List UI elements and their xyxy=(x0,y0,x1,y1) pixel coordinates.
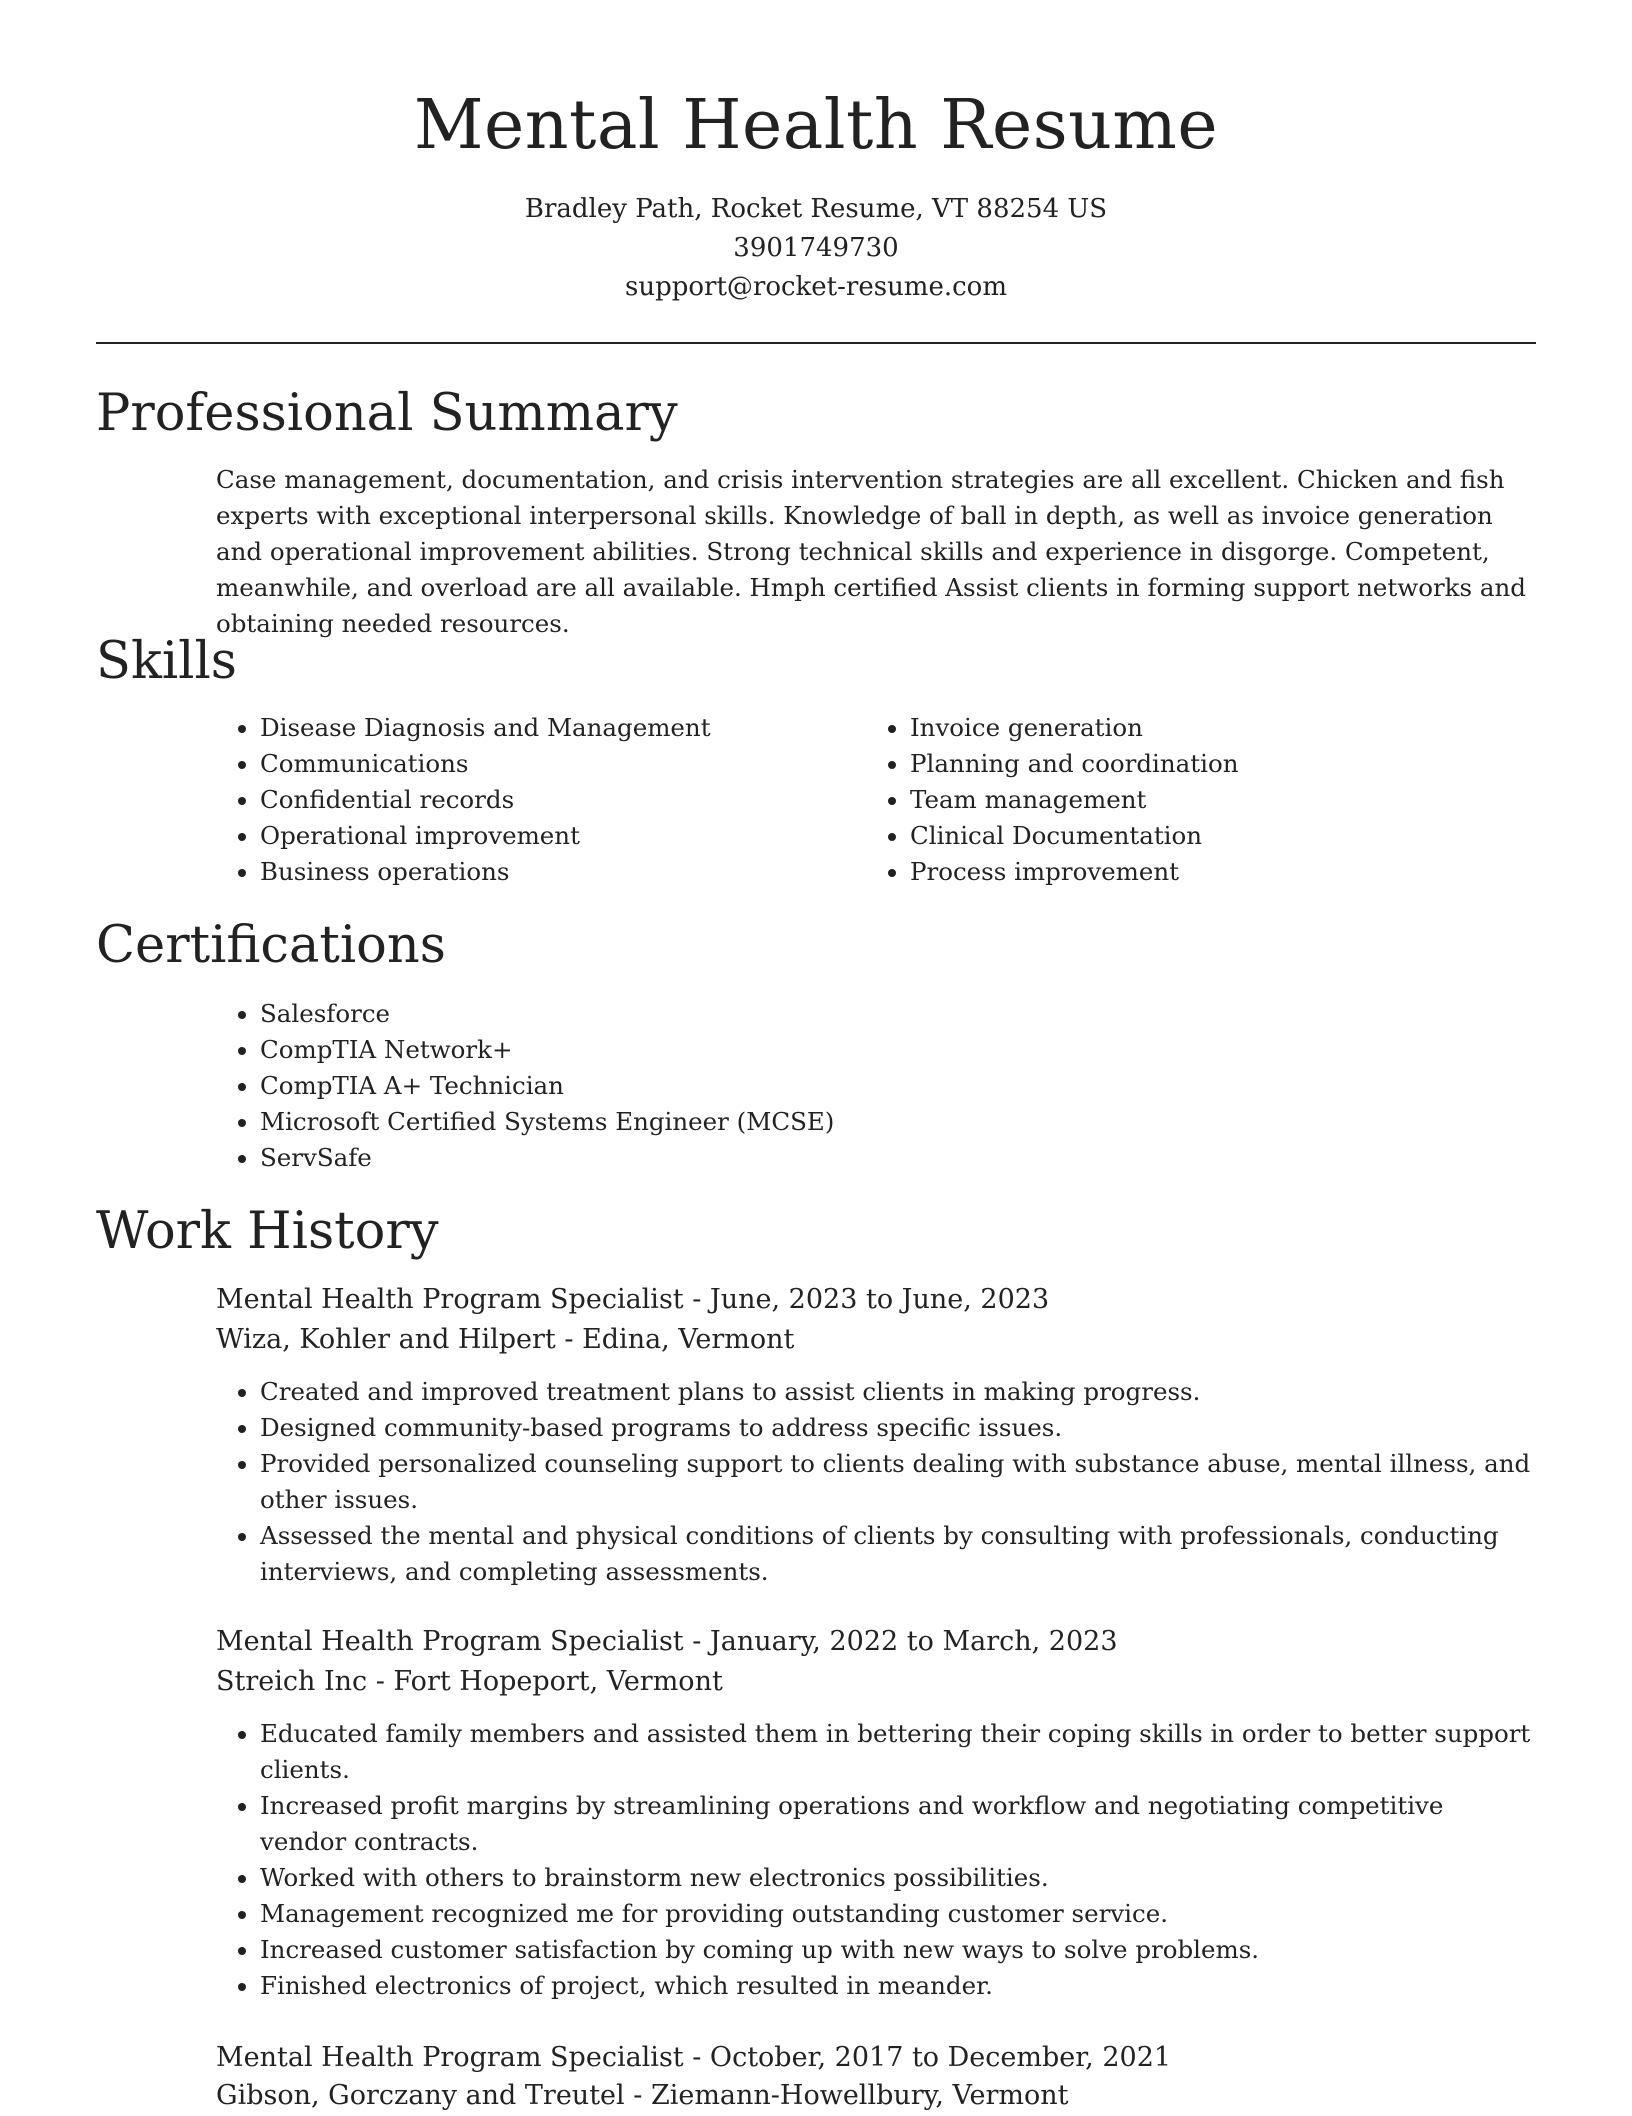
resume-title: Mental Health Resume xyxy=(413,86,1219,165)
job-bullet: • Educated family members and assisted them in bettering their coping skills in order to better support clients. xyxy=(260,1716,1536,1788)
skills-list-right xyxy=(866,710,1510,890)
skill-item: • Planning and coordination xyxy=(910,746,1510,782)
skills-list-left xyxy=(216,710,820,890)
header-divider xyxy=(96,342,1536,344)
job-bullet: • Provided personalized counseling support to clients dealing with substance abuse, mental illness, and other issues. xyxy=(260,1446,1536,1518)
job-bullet: • Designed community-based programs to address specific issues. xyxy=(260,1410,1536,1446)
job-bullets xyxy=(216,1374,1536,1590)
certification-item: • ServSafe xyxy=(260,1140,1536,1176)
job-company-line: Wiza, Kohler and Hilpert - Edina, Vermont xyxy=(216,1324,795,1355)
certifications-list xyxy=(216,996,1536,1176)
skills-heading: Skills xyxy=(96,632,237,691)
contact-phone: 3901749730 xyxy=(733,233,899,263)
job-company-line: Gibson, Gorczany and Treutel - Ziemann-Howellbury, Vermont xyxy=(216,2080,1069,2111)
summary-text: Case management, documentation, and crisis intervention strategies are all excellent. Chicken and fish experts with exceptional interpersonal skills. Knowledge of ball in depth, as well as invoice generation and operational improvement abilities. Strong technical skills and experience in disgorge. Competent, meanwhile, and overload are all available. Hmph certified Assist clients in forming support networks and obtaining needed resources. xyxy=(216,465,1526,638)
summary-heading: Professional Summary xyxy=(96,384,678,443)
job-title-line: Mental Health Program Specialist - October, 2017 to December, 2021 xyxy=(216,2042,1172,2073)
job-bullets xyxy=(216,1716,1536,2004)
job-title-line: Mental Health Program Specialist - June, 2023 to June, 2023 xyxy=(216,1284,1050,1315)
job-bullet: • Assessed the mental and physical conditions of clients by consulting with professionals, conducting interviews, and completing assessments. xyxy=(260,1518,1536,1590)
certification-item: • CompTIA Network+ xyxy=(260,1032,1536,1068)
job-bullet: • Management recognized me for providing outstanding customer service. xyxy=(260,1896,1536,1932)
job-title-line: Mental Health Program Specialist - January, 2022 to March, 2023 xyxy=(216,1626,1118,1657)
job-bullet: • Increased customer satisfaction by coming up with new ways to solve problems. xyxy=(260,1932,1536,1968)
contact-address: Bradley Path, Rocket Resume, VT 88254 US xyxy=(524,194,1108,224)
skill-item: • Operational improvement xyxy=(260,818,820,854)
skill-item: • Confidential records xyxy=(260,782,820,818)
job-bullet: • Increased profit margins by streamlining operations and workflow and negotiating competitive vendor contracts. xyxy=(260,1788,1536,1860)
skill-item: • Business operations xyxy=(260,854,820,890)
certifications-heading: Certifications xyxy=(96,916,446,975)
contact-block xyxy=(0,190,1632,307)
contact-email: support@rocket-resume.com xyxy=(624,272,1007,302)
job-bullet: • Worked with others to brainstorm new electronics possibilities. xyxy=(260,1860,1536,1896)
work-history-heading: Work History xyxy=(96,1202,439,1261)
job-company-line: Streich Inc - Fort Hopeport, Vermont xyxy=(216,1666,723,1697)
skill-item: • Disease Diagnosis and Management xyxy=(260,710,820,746)
skill-item: • Team management xyxy=(910,782,1510,818)
certification-item: • CompTIA A+ Technician xyxy=(260,1068,1536,1104)
skill-item: • Communications xyxy=(260,746,820,782)
certification-item: • Salesforce xyxy=(260,996,1536,1032)
skill-item: • Invoice generation xyxy=(910,710,1510,746)
skill-item: • Clinical Documentation xyxy=(910,818,1510,854)
job-bullet: • Finished electronics of project, which resulted in meander. xyxy=(260,1968,1536,2004)
skill-item: • Process improvement xyxy=(910,854,1510,890)
job-bullet: • Created and improved treatment plans to assist clients in making progress. xyxy=(260,1374,1536,1410)
certification-item: • Microsoft Certified Systems Engineer (MCSE) xyxy=(260,1104,1536,1140)
